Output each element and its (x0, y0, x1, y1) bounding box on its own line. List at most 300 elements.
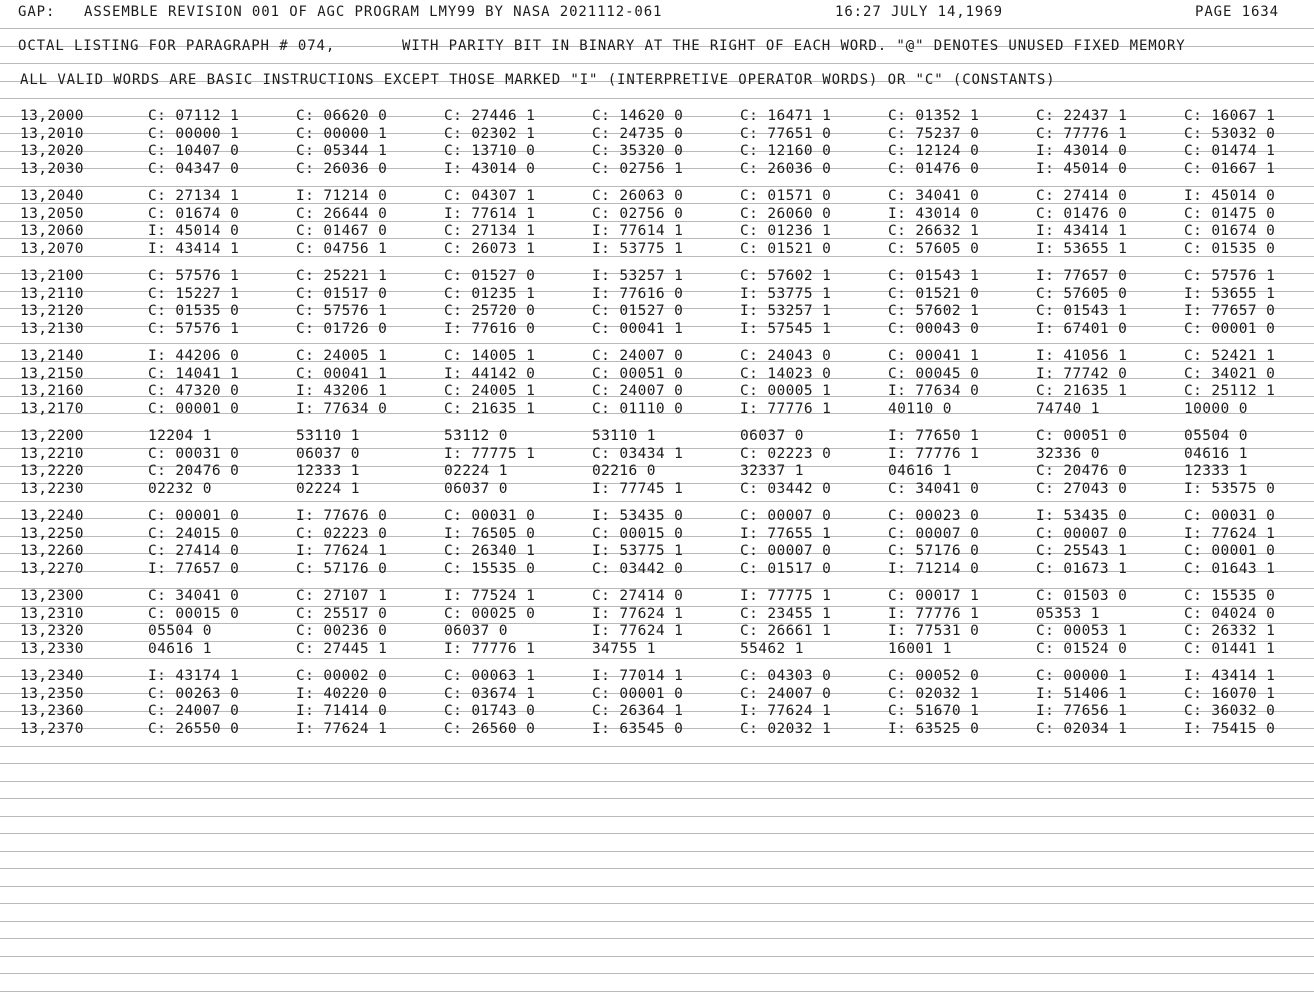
memory-word: C: 16471 1 (740, 108, 832, 124)
listing-row (0, 126, 1314, 144)
memory-word: C: 15227 1 (148, 285, 240, 302)
listing-block (0, 588, 1314, 658)
address: 13,2040 (20, 188, 84, 204)
memory-word: C: 06620 0 (296, 108, 388, 124)
memory-word: I: 77614 1 (592, 223, 684, 239)
memory-word: C: 00001 0 (1184, 543, 1276, 559)
page-number: PAGE 1634 (1195, 4, 1279, 20)
rule-line (0, 98, 1314, 99)
memory-word: I: 77624 1 (592, 623, 684, 639)
memory-word: C: 21635 1 (1036, 383, 1128, 399)
memory-word: I: 77614 1 (444, 205, 536, 222)
memory-word: C: 25720 0 (444, 303, 536, 319)
address: 13,2110 (20, 285, 84, 302)
listing-row (0, 286, 1314, 304)
listing-row (0, 223, 1314, 241)
memory-word: C: 00007 0 (740, 508, 832, 524)
memory-word: C: 57605 0 (888, 240, 980, 257)
legend-note: ALL VALID WORDS ARE BASIC INSTRUCTIONS EXCEPT THOSE MARKED "I" (INTERPRETIVE OPERATOR WORDS) OR "C" (CONSTANTS) (20, 72, 1056, 88)
memory-word: I: 43014 0 (444, 160, 536, 177)
listing-row (0, 321, 1314, 339)
listing-row (0, 401, 1314, 419)
memory-word: C: 03674 1 (444, 685, 536, 702)
memory-word: C: 00001 0 (148, 508, 240, 524)
memory-word: C: 00017 1 (888, 588, 980, 604)
memory-word: 05353 1 (1036, 605, 1100, 622)
memory-word: C: 01667 1 (1184, 160, 1276, 177)
parity-note: WITH PARITY BIT IN BINARY AT THE RIGHT OF EACH WORD. "@" DENOTES UNUSED FIXED MEMORY (402, 38, 1186, 54)
rule-line (0, 833, 1314, 834)
address: 13,2220 (20, 463, 84, 479)
memory-word: C: 01110 0 (592, 400, 684, 417)
memory-word: C: 34041 0 (888, 188, 980, 204)
address: 13,2320 (20, 623, 84, 639)
memory-word: 06037 0 (444, 623, 508, 639)
memory-word: C: 10407 0 (148, 143, 240, 159)
rule-line (0, 798, 1314, 799)
address: 13,2360 (20, 703, 84, 719)
memory-word: C: 04347 0 (148, 160, 240, 177)
memory-word: C: 75237 0 (888, 125, 980, 142)
listing-row (0, 446, 1314, 464)
memory-word: C: 03442 0 (740, 480, 832, 497)
memory-word: C: 24005 1 (296, 348, 388, 364)
memory-word: C: 24007 0 (148, 703, 240, 719)
memory-word: 06037 0 (444, 480, 508, 497)
memory-word: 32337 1 (740, 463, 804, 479)
address: 13,2140 (20, 348, 84, 364)
memory-word: 04616 1 (148, 640, 212, 657)
address: 13,2250 (20, 525, 84, 542)
address: 13,2230 (20, 480, 84, 497)
address: 13,2240 (20, 508, 84, 524)
rule-line (0, 851, 1314, 852)
memory-word: C: 12160 0 (740, 143, 832, 159)
memory-word: C: 27414 0 (592, 588, 684, 604)
memory-word: C: 47320 0 (148, 383, 240, 399)
memory-word: C: 02032 1 (888, 685, 980, 702)
memory-word: C: 01571 0 (740, 188, 832, 204)
memory-word: C: 24007 0 (592, 383, 684, 399)
memory-word: I: 77616 0 (592, 285, 684, 302)
memory-word: C: 26060 0 (740, 205, 832, 222)
memory-word: C: 00001 0 (1184, 320, 1276, 337)
memory-word: I: 43014 0 (1036, 143, 1128, 159)
memory-word: C: 05344 1 (296, 143, 388, 159)
memory-word: C: 01235 1 (444, 285, 536, 302)
listing-row (0, 703, 1314, 721)
memory-word: 53112 0 (444, 428, 508, 444)
memory-word: I: 77624 1 (592, 605, 684, 622)
memory-word: C: 02034 1 (1036, 720, 1128, 737)
memory-word: C: 57576 1 (148, 320, 240, 337)
memory-word: 12333 1 (1184, 463, 1248, 479)
listing-block (0, 668, 1314, 738)
address: 13,2060 (20, 223, 84, 239)
memory-word: I: 43206 1 (296, 383, 388, 399)
listing-row (0, 481, 1314, 499)
memory-word: C: 22437 1 (1036, 108, 1128, 124)
memory-word: C: 23455 1 (740, 605, 832, 622)
memory-word: I: 76505 0 (444, 525, 536, 542)
memory-word: C: 04024 0 (1184, 605, 1276, 622)
memory-word: C: 15535 0 (1184, 588, 1276, 604)
rule-line (0, 763, 1314, 764)
memory-word: I: 53775 1 (592, 240, 684, 257)
memory-word: 53110 1 (296, 428, 360, 444)
memory-word: C: 25112 1 (1184, 383, 1276, 399)
memory-word: I: 53655 1 (1036, 240, 1128, 257)
address: 13,2100 (20, 268, 84, 284)
memory-word: 02224 1 (296, 480, 360, 497)
memory-word: 34755 1 (592, 640, 656, 657)
memory-word: C: 01743 0 (444, 703, 536, 719)
memory-word: C: 01726 0 (296, 320, 388, 337)
memory-word: C: 34021 0 (1184, 365, 1276, 382)
memory-word: C: 57576 1 (1184, 268, 1276, 284)
memory-word: C: 24007 0 (740, 685, 832, 702)
listing-row (0, 526, 1314, 544)
memory-word: I: 77657 0 (148, 560, 240, 577)
address: 13,2340 (20, 668, 84, 684)
memory-word: I: 77745 1 (592, 480, 684, 497)
memory-word: I: 57545 1 (740, 320, 832, 337)
memory-word: C: 01517 0 (296, 285, 388, 302)
memory-word: C: 01476 0 (1036, 205, 1128, 222)
listing-block (0, 428, 1314, 498)
memory-word: C: 00025 0 (444, 605, 536, 622)
memory-word: I: 71214 0 (296, 188, 388, 204)
memory-word: I: 41056 1 (1036, 348, 1128, 364)
assembly-datetime: 16:27 JULY 14,1969 (835, 4, 1003, 20)
memory-word: C: 00031 0 (444, 508, 536, 524)
memory-word: C: 26073 1 (444, 240, 536, 257)
memory-word: C: 01673 1 (1036, 560, 1128, 577)
memory-word: C: 26063 0 (592, 188, 684, 204)
memory-word: C: 00041 1 (888, 348, 980, 364)
memory-word: I: 53655 1 (1184, 285, 1276, 302)
memory-word: I: 44206 0 (148, 348, 240, 364)
memory-word: C: 36032 0 (1184, 703, 1276, 719)
memory-word: C: 25221 1 (296, 268, 388, 284)
assembly-title: ASSEMBLE REVISION 001 OF AGC PROGRAM LMY99 BY NASA 2021112-061 (84, 4, 663, 20)
legend-line (20, 72, 1290, 90)
memory-word: C: 01543 1 (1036, 303, 1128, 319)
listing-row (0, 668, 1314, 686)
memory-word: C: 01527 0 (592, 303, 684, 319)
memory-word: C: 27445 1 (296, 640, 388, 657)
memory-word: C: 00000 1 (296, 125, 388, 142)
memory-word: I: 53775 1 (740, 285, 832, 302)
memory-word: I: 53257 1 (592, 268, 684, 284)
memory-word: C: 01352 1 (888, 108, 980, 124)
memory-word: I: 77624 1 (1184, 525, 1276, 542)
memory-word: 10000 0 (1184, 400, 1248, 417)
memory-word: C: 01521 0 (740, 240, 832, 257)
address: 13,2200 (20, 428, 84, 444)
memory-word: C: 16070 1 (1184, 685, 1276, 702)
memory-word: I: 53435 0 (1036, 508, 1128, 524)
listing-row (0, 161, 1314, 179)
address: 13,2170 (20, 400, 84, 417)
memory-word: C: 04307 1 (444, 188, 536, 204)
listing-row (0, 561, 1314, 579)
listing-row (0, 623, 1314, 641)
memory-word: 06037 0 (296, 445, 360, 462)
memory-word: C: 00015 0 (148, 605, 240, 622)
assembler-label: GAP: (18, 4, 56, 20)
listing-row (0, 508, 1314, 526)
memory-word: C: 57605 0 (1036, 285, 1128, 302)
memory-word: C: 07112 1 (148, 108, 240, 124)
memory-word: I: 77616 0 (444, 320, 536, 337)
memory-word: I: 67401 0 (1036, 320, 1128, 337)
address: 13,2370 (20, 720, 84, 737)
memory-word: C: 26661 1 (740, 623, 832, 639)
memory-word: 55462 1 (740, 640, 804, 657)
memory-word: C: 26364 1 (592, 703, 684, 719)
memory-word: I: 51406 1 (1036, 685, 1128, 702)
memory-word: C: 15535 0 (444, 560, 536, 577)
listing-row (0, 241, 1314, 259)
memory-word: C: 02756 0 (592, 205, 684, 222)
listing-row (0, 543, 1314, 561)
memory-word: C: 27134 1 (444, 223, 536, 239)
memory-word: I: 77634 0 (888, 383, 980, 399)
memory-word: 53110 1 (592, 428, 656, 444)
memory-word: I: 77657 0 (1184, 303, 1276, 319)
listing-block (0, 508, 1314, 578)
memory-word: C: 00236 0 (296, 623, 388, 639)
memory-word: I: 53257 1 (740, 303, 832, 319)
memory-word: I: 77776 1 (888, 445, 980, 462)
memory-word: 02232 0 (148, 480, 212, 497)
memory-word: I: 77775 1 (740, 588, 832, 604)
memory-word: C: 01527 0 (444, 268, 536, 284)
listing-row (0, 641, 1314, 659)
memory-word: C: 04756 1 (296, 240, 388, 257)
memory-word: C: 03434 1 (592, 445, 684, 462)
listing-block (0, 108, 1314, 178)
memory-word: I: 77776 1 (888, 605, 980, 622)
memory-word: C: 27446 1 (444, 108, 536, 124)
memory-word: 02216 0 (592, 463, 656, 479)
memory-word: I: 63525 0 (888, 720, 980, 737)
address: 13,2160 (20, 383, 84, 399)
memory-word: I: 71414 0 (296, 703, 388, 719)
memory-word: C: 25517 0 (296, 605, 388, 622)
memory-word: C: 27134 1 (148, 188, 240, 204)
memory-word: C: 14023 0 (740, 365, 832, 382)
memory-word: C: 34041 0 (148, 588, 240, 604)
memory-word: C: 00002 0 (296, 668, 388, 684)
memory-word: C: 00063 1 (444, 668, 536, 684)
memory-word: I: 43414 1 (1036, 223, 1128, 239)
listing-row (0, 588, 1314, 606)
memory-word: C: 01503 0 (1036, 588, 1128, 604)
memory-word: I: 43414 1 (148, 240, 240, 257)
memory-word: C: 01643 1 (1184, 560, 1276, 577)
rule-line (0, 956, 1314, 957)
rule-line (0, 973, 1314, 974)
memory-word: 32336 0 (1036, 445, 1100, 462)
memory-word: C: 12124 0 (888, 143, 980, 159)
memory-word: 12204 1 (148, 428, 212, 444)
memory-word: I: 77776 1 (740, 400, 832, 417)
memory-word: C: 02223 0 (296, 525, 388, 542)
memory-word: C: 13710 0 (444, 143, 536, 159)
memory-word: C: 21635 1 (444, 400, 536, 417)
listing-row (0, 686, 1314, 704)
memory-word: C: 00043 0 (888, 320, 980, 337)
memory-word: C: 00023 0 (888, 508, 980, 524)
octal-listing (0, 108, 1314, 748)
memory-word: I: 43414 1 (1184, 668, 1276, 684)
memory-word: 06037 0 (740, 428, 804, 444)
rule-line (0, 921, 1314, 922)
memory-word: I: 77657 0 (1036, 268, 1128, 284)
memory-word: I: 77634 0 (296, 400, 388, 417)
listing-block (0, 268, 1314, 338)
memory-word: C: 01236 1 (740, 223, 832, 239)
address: 13,2350 (20, 685, 84, 702)
memory-word: I: 77775 1 (444, 445, 536, 462)
memory-word: C: 14005 1 (444, 348, 536, 364)
memory-word: C: 03442 0 (592, 560, 684, 577)
memory-word: C: 00052 0 (888, 668, 980, 684)
memory-word: C: 01543 1 (888, 268, 980, 284)
memory-word: C: 52421 1 (1184, 348, 1276, 364)
memory-word: C: 01535 0 (148, 303, 240, 319)
memory-word: 74740 1 (1036, 400, 1100, 417)
memory-word: 04616 1 (1184, 445, 1248, 462)
memory-word: C: 24015 0 (148, 525, 240, 542)
memory-word: I: 43014 0 (888, 205, 980, 222)
memory-word: C: 02032 1 (740, 720, 832, 737)
memory-word: 05504 0 (1184, 428, 1248, 444)
memory-word: C: 20476 0 (1036, 463, 1128, 479)
memory-word: C: 57602 1 (740, 268, 832, 284)
memory-word: I: 77650 1 (888, 428, 980, 444)
memory-word: 16001 1 (888, 640, 952, 657)
rule-line (0, 868, 1314, 869)
memory-word: C: 00007 0 (1036, 525, 1128, 542)
memory-word: C: 01521 0 (888, 285, 980, 302)
memory-word: C: 01674 0 (148, 205, 240, 222)
memory-word: 40110 0 (888, 400, 952, 417)
memory-word: C: 24007 0 (592, 348, 684, 364)
memory-word: C: 00001 0 (592, 685, 684, 702)
memory-word: 04616 1 (888, 463, 952, 479)
address: 13,2150 (20, 365, 84, 382)
listing-row (0, 348, 1314, 366)
rule-line (0, 28, 1314, 29)
memory-word: I: 44142 0 (444, 365, 536, 382)
page-header (20, 4, 1290, 22)
memory-word: C: 14041 1 (148, 365, 240, 382)
memory-word: C: 35320 0 (592, 143, 684, 159)
memory-word: I: 75415 0 (1184, 720, 1276, 737)
memory-word: C: 57602 1 (888, 303, 980, 319)
memory-word: C: 51670 1 (888, 703, 980, 719)
listing-row (0, 366, 1314, 384)
memory-word: C: 57176 0 (296, 560, 388, 577)
listing-row (0, 383, 1314, 401)
memory-word: C: 26644 0 (296, 205, 388, 222)
memory-word: I: 77655 1 (740, 525, 832, 542)
memory-word: C: 00263 0 (148, 685, 240, 702)
address: 13,2330 (20, 640, 84, 657)
rule-line (0, 938, 1314, 939)
memory-word: C: 53032 0 (1184, 125, 1276, 142)
memory-word: C: 24735 0 (592, 125, 684, 142)
memory-word: I: 77624 1 (740, 703, 832, 719)
listing-row (0, 463, 1314, 481)
memory-word: I: 53435 0 (592, 508, 684, 524)
memory-word: C: 26036 0 (740, 160, 832, 177)
memory-word: I: 45014 0 (1036, 160, 1128, 177)
memory-word: C: 27043 0 (1036, 480, 1128, 497)
memory-word: 02224 1 (444, 463, 508, 479)
memory-word: 12333 1 (296, 463, 360, 479)
memory-word: I: 77676 0 (296, 508, 388, 524)
memory-word: C: 01475 0 (1184, 205, 1276, 222)
memory-word: C: 00005 1 (740, 383, 832, 399)
memory-word: C: 26340 1 (444, 543, 536, 559)
memory-word: I: 77531 0 (888, 623, 980, 639)
address: 13,2270 (20, 560, 84, 577)
listing-block (0, 348, 1314, 418)
memory-word: C: 01476 0 (888, 160, 980, 177)
memory-word: C: 00000 1 (1036, 668, 1128, 684)
rule-line (0, 903, 1314, 904)
memory-word: C: 01474 1 (1184, 143, 1276, 159)
memory-word: C: 01674 0 (1184, 223, 1276, 239)
memory-word: C: 01535 0 (1184, 240, 1276, 257)
listing-row (0, 143, 1314, 161)
memory-word: I: 40220 0 (296, 685, 388, 702)
memory-word: C: 01467 0 (296, 223, 388, 239)
address: 13,2120 (20, 303, 84, 319)
memory-word: C: 26550 0 (148, 720, 240, 737)
memory-word: C: 01441 1 (1184, 640, 1276, 657)
address: 13,2300 (20, 588, 84, 604)
listing-description (20, 38, 1290, 56)
listing-block (0, 188, 1314, 258)
listing-title: OCTAL LISTING FOR PARAGRAPH # 074, (18, 38, 336, 54)
memory-word: I: 63545 0 (592, 720, 684, 737)
memory-word: I: 71214 0 (888, 560, 980, 577)
memory-word: C: 16067 1 (1184, 108, 1276, 124)
memory-word: C: 26036 0 (296, 160, 388, 177)
memory-word: C: 00001 0 (148, 400, 240, 417)
memory-word: 05504 0 (148, 623, 212, 639)
memory-word: C: 00007 0 (740, 543, 832, 559)
listing-row (0, 206, 1314, 224)
address: 13,2020 (20, 143, 84, 159)
memory-word: I: 77524 1 (444, 588, 536, 604)
memory-word: C: 57176 0 (888, 543, 980, 559)
memory-word: I: 77656 1 (1036, 703, 1128, 719)
listing-row (0, 721, 1314, 739)
memory-word: C: 02302 1 (444, 125, 536, 142)
memory-word: C: 04303 0 (740, 668, 832, 684)
memory-word: C: 34041 0 (888, 480, 980, 497)
listing-row (0, 606, 1314, 624)
address: 13,2210 (20, 445, 84, 462)
memory-word: C: 02223 0 (740, 445, 832, 462)
memory-word: C: 01517 0 (740, 560, 832, 577)
